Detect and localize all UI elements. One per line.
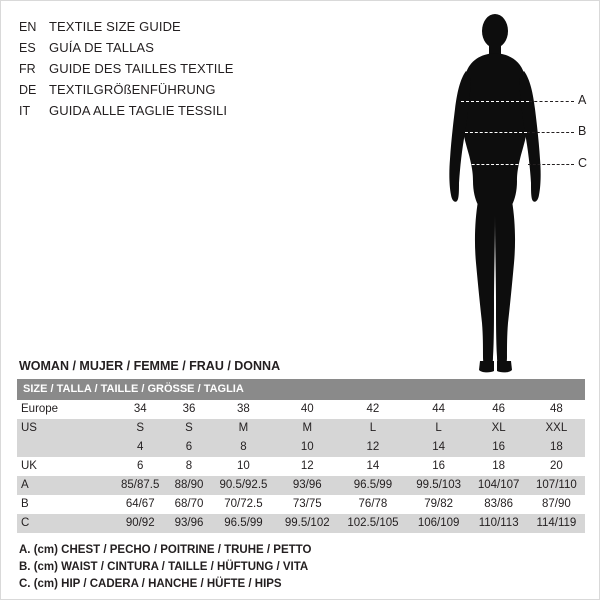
cell: 93/96 [276,476,338,495]
table-row [17,514,585,533]
table-row [17,495,585,514]
cell: 96.5/99 [338,476,407,495]
cell: 16 [408,457,470,476]
table-row [17,457,585,476]
row-label: Europe [17,400,113,419]
language-title: TEXTILGRÖßENFÜHRUNG [49,82,216,97]
cell: 6 [167,438,210,457]
cell: 48 [528,400,585,419]
language-title: GUIDE DES TAILLES TEXTILE [49,61,234,76]
measure-label-c: C [578,156,588,170]
language-code: FR [19,62,36,76]
language-title: GUÍA DE TALLAS [49,40,154,55]
cell: M [276,419,338,438]
cell: 12 [338,438,407,457]
measure-label-b: B [578,124,587,138]
cell: 34 [113,400,167,419]
female-silhouette-figure [416,9,596,379]
cell: 85/87.5 [113,476,167,495]
cell: 20 [528,457,585,476]
cell: M [211,419,277,438]
language-row [19,17,349,37]
cell: 4 [113,438,167,457]
cell: XL [470,419,528,438]
cell: 12 [276,457,338,476]
size-table [17,379,585,533]
row-label: B [17,495,113,514]
language-list [19,17,349,122]
note-c: C. (cm) HIP / CADERA / HANCHE / HÜFTE / HIPS [19,578,282,590]
cell: 93/96 [167,514,210,533]
cell: 10 [276,438,338,457]
language-title: TEXTILE SIZE GUIDE [49,19,181,34]
cell: 64/67 [113,495,167,514]
measure-line-b-outer [527,132,574,133]
cell: 88/90 [167,476,210,495]
cell: 68/70 [167,495,210,514]
cell: 46 [470,400,528,419]
language-code: DE [19,83,37,97]
measure-line-b-inner [465,132,527,133]
language-code: IT [19,104,31,118]
language-row [19,59,349,79]
cell: 106/109 [408,514,470,533]
cell: 6 [113,457,167,476]
cell: 104/107 [470,476,528,495]
row-label: C [17,514,113,533]
row-label: US [17,419,113,438]
measure-line-a-outer [529,101,574,102]
table-row [17,476,585,495]
cell: 99.5/102 [276,514,338,533]
cell: 8 [167,457,210,476]
cell: 107/110 [528,476,585,495]
cell: 73/75 [276,495,338,514]
female-silhouette-icon [416,9,596,379]
language-code: EN [19,20,37,34]
table-row [17,419,585,438]
cell: 44 [408,400,470,419]
cell: 70/72.5 [211,495,277,514]
table-header-label: SIZE / TALLA / TAILLE / GRÖSSE / TAGLIA [17,379,585,400]
row-label: UK [17,457,113,476]
cell: 114/119 [528,514,585,533]
measurement-notes [19,542,579,593]
cell: L [338,419,407,438]
note-a: A. (cm) CHEST / PECHO / POITRINE / TRUHE / PETTO [19,544,312,556]
cell: XXL [528,419,585,438]
cell: 40 [276,400,338,419]
language-row [19,101,349,121]
note-b: B. (cm) WAIST / CINTURA / TAILLE / HÜFTUNG / VITA [19,561,309,573]
cell: 99.5/103 [408,476,470,495]
table-row [17,400,585,419]
cell: 16 [470,438,528,457]
cell: 83/86 [470,495,528,514]
size-table-section [17,359,585,533]
cell: 14 [408,438,470,457]
row-label [17,438,113,457]
language-code: ES [19,41,36,55]
measure-line-c-outer [528,164,574,165]
measure-line-a-inner [461,101,529,102]
cell: 18 [470,457,528,476]
cell: S [113,419,167,438]
measure-label-a: A [578,93,587,107]
cell: 96.5/99 [211,514,277,533]
cell: 79/82 [408,495,470,514]
cell: 110/113 [470,514,528,533]
cell: S [167,419,210,438]
cell: 90.5/92.5 [211,476,277,495]
cell: L [408,419,470,438]
cell: 87/90 [528,495,585,514]
cell: 76/78 [338,495,407,514]
row-label: A [17,476,113,495]
table-row [17,438,585,457]
cell: 38 [211,400,277,419]
cell: 42 [338,400,407,419]
cell: 90/92 [113,514,167,533]
table-caption: WOMAN / MUJER / FEMME / FRAU / DONNA [19,359,281,373]
language-row [19,38,349,58]
language-title: GUIDA ALLE TAGLIE TESSILI [49,103,228,118]
cell: 10 [211,457,277,476]
cell: 14 [338,457,407,476]
cell: 102.5/105 [338,514,407,533]
measure-line-c-inner [462,164,528,165]
table-header-row [17,379,585,400]
cell: 18 [528,438,585,457]
language-row [19,80,349,100]
cell: 36 [167,400,210,419]
cell: 8 [211,438,277,457]
